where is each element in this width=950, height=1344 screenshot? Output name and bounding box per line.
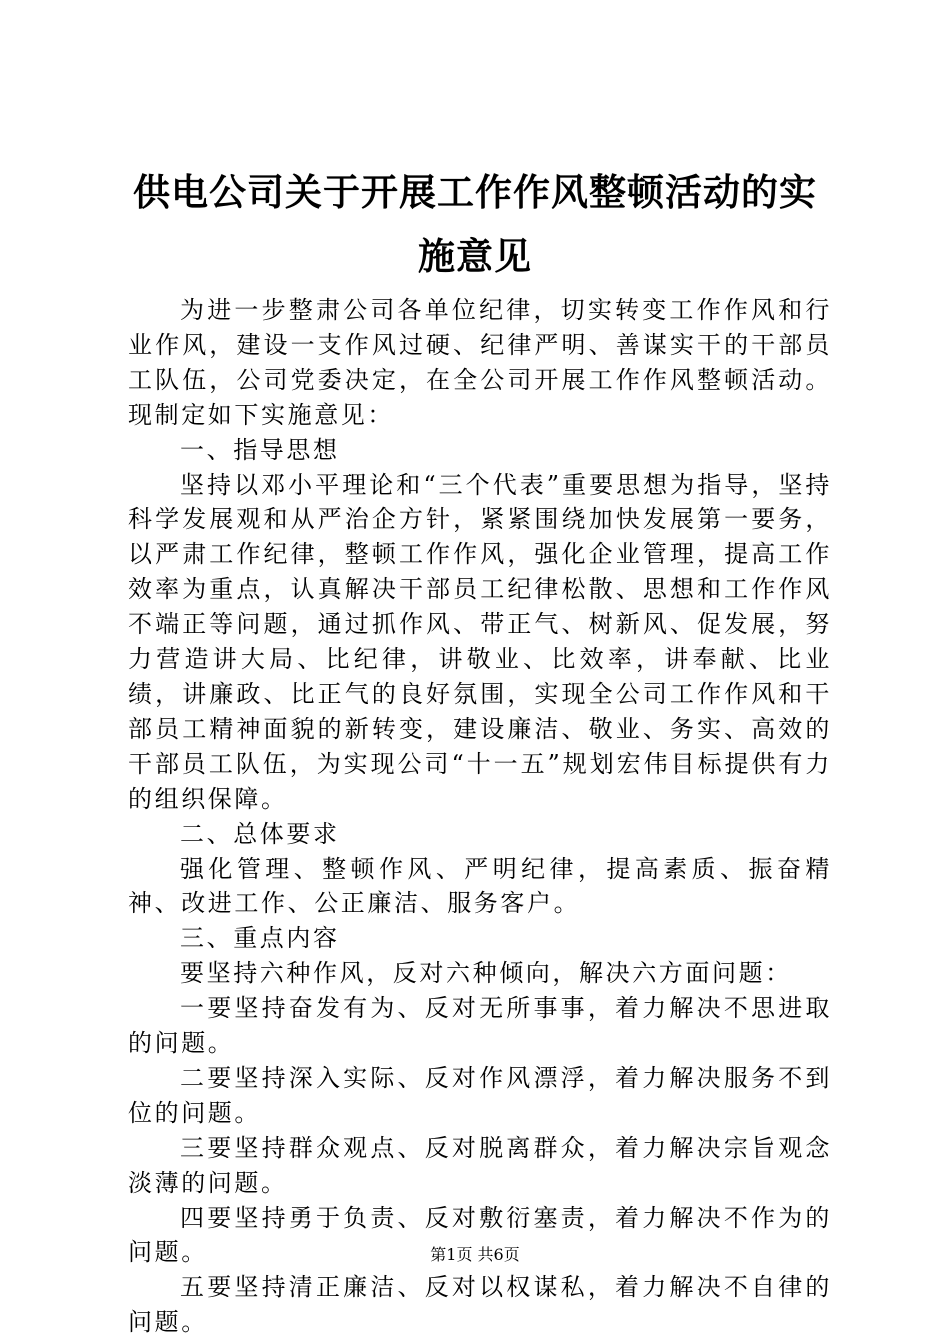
intro-paragraph: 为进一步整肃公司各单位纪律，切实转变工作作风和行业作风，建设一支作风过硬、纪律严明、善谋实干的干部员工队伍，公司党委决定，在全公司开展工作作风整顿活动。现制定如下实施意见： bbox=[128, 296, 832, 429]
key-point-paragraph: 四要坚持勇于负责、反对敷衍塞责，着力解决不作为的问题。 bbox=[128, 1203, 832, 1267]
overall-requirements-paragraph: 强化管理、整顿作风、严明纪律，提高素质、振奋精神、改进工作、公正廉洁、服务客户。 bbox=[128, 854, 832, 918]
section-heading-overall-requirements: 二、总体要求 bbox=[180, 819, 340, 848]
document-body bbox=[128, 293, 832, 1340]
section-heading-guiding-thought: 一、指导思想 bbox=[180, 435, 340, 464]
section-heading-key-content: 三、重点内容 bbox=[180, 924, 340, 953]
key-content-intro-paragraph: 要坚持六种作风，反对六种倾向，解决六方面问题： bbox=[180, 959, 792, 988]
key-point-paragraph: 二要坚持深入实际、反对作风漂浮，着力解决服务不到位的问题。 bbox=[128, 1063, 832, 1127]
guiding-thought-paragraph: 坚持以邓小平理论和“三个代表”重要思想为指导，坚持科学发展观和从严治企方针，紧紧围绕加快发展第一要务，以严肃工作纪律，整顿工作作风，强化企业管理，提高工作效率为重点，认真解决干部员工纪律松散、思想和工作作风不端正等问题，通过抓作风、带正气、树新风、促发展，努力营造讲大局、比纪律，讲敬业、比效率，讲奉献、比业绩，讲廉政、比正气的良好氛围，实现全公司工作作风和干部员工精神面貌的新转变，建设廉洁、敬业、务实、高效的干部员工队伍，为实现公司“十一五”规划宏伟目标提供有力的组织保障。 bbox=[128, 470, 832, 813]
page-number-footer: 第1页 共6页 bbox=[430, 1245, 520, 1264]
document-title: 供电公司关于开展工作作风整顿活动的实施意见 bbox=[133, 170, 817, 278]
key-point-paragraph: 五要坚持清正廉洁、反对以权谋私，着力解决不自律的问题。 bbox=[128, 1273, 832, 1337]
key-point-paragraph: 一要坚持奋发有为、反对无所事事，着力解决不思进取的问题。 bbox=[128, 994, 832, 1058]
key-point-paragraph: 三要坚持群众观点、反对脱离群众，着力解决宗旨观念淡薄的问题。 bbox=[128, 1133, 832, 1197]
